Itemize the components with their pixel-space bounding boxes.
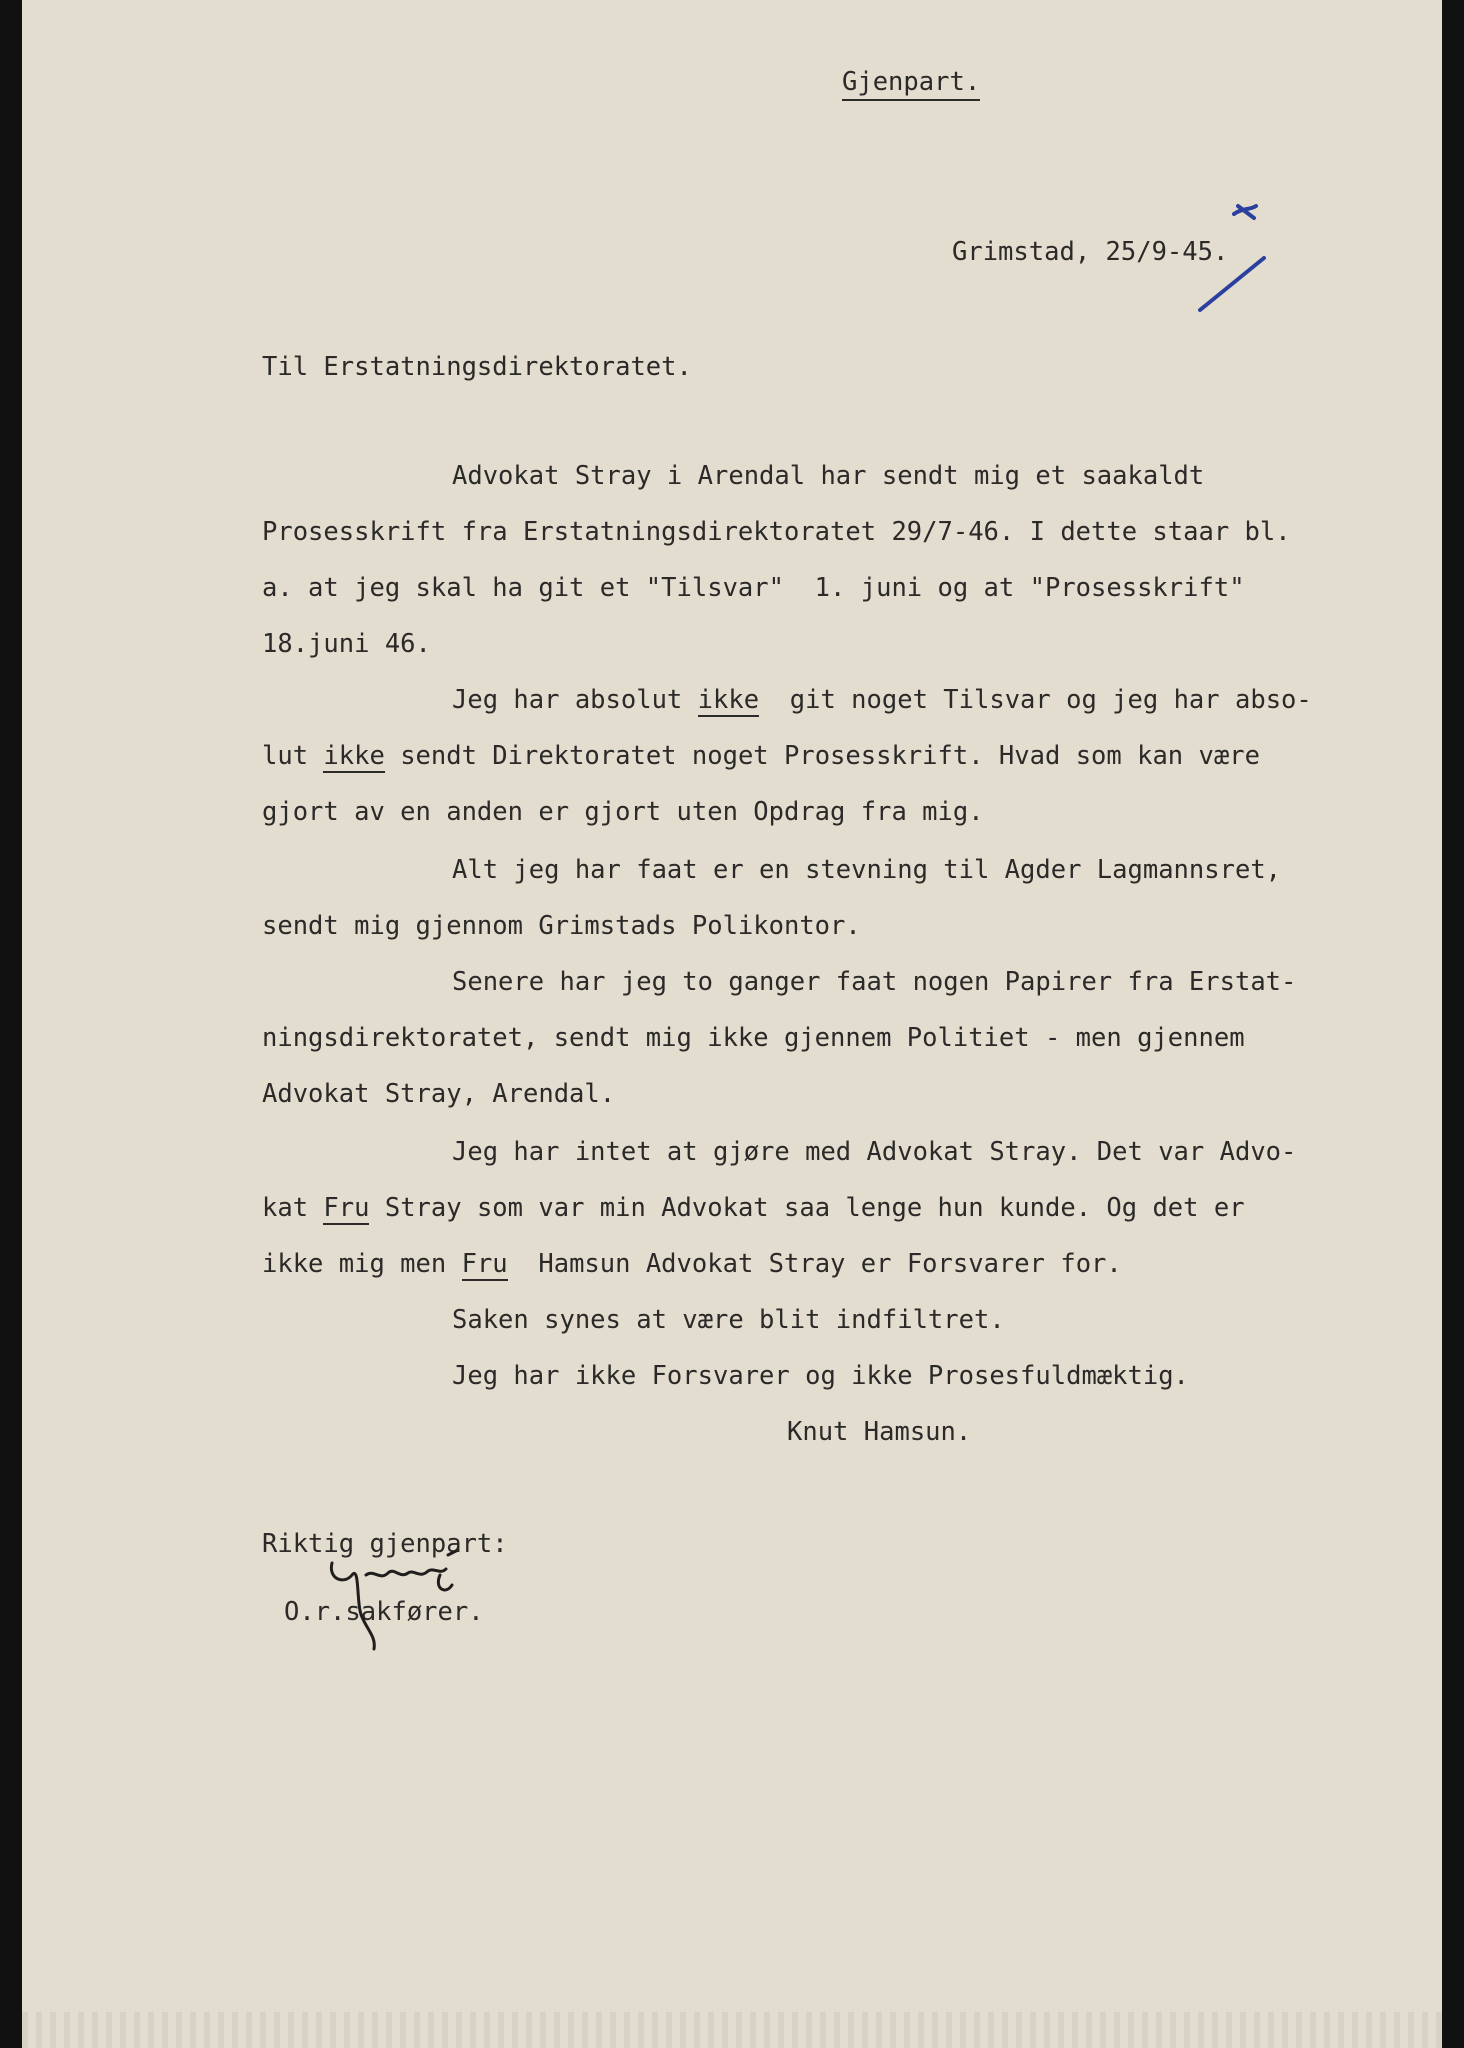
text-run: Jeg har absolut [452, 685, 698, 715]
signoff-name: Knut Hamsun. [787, 1417, 972, 1447]
date-line: Grimstad, 25/9-45. [952, 237, 1229, 267]
text-run: Hamsun Advokat Stray er Forsvarer for. [507, 1249, 1122, 1279]
handwritten-check-mark-icon [1172, 200, 1272, 320]
body-line: Senere har jeg to ganger faat nogen Papirer fra Erstat- [452, 967, 1297, 997]
certification-line: Riktig gjenpart: [262, 1529, 508, 1559]
text-run: git noget Tilsvar og jeg har abso- [759, 685, 1312, 715]
body-line: Alt jeg har faat er en stevning til Agder Lagmannsret, [452, 855, 1282, 885]
body-line: Advokat Stray, Arendal. [262, 1079, 616, 1109]
body-line: Jeg har ikke Forsvarer og ikke Prosesfuldmæktig. [452, 1361, 1189, 1391]
handwritten-signature-icon [322, 1545, 492, 1655]
underlined-word: ikke [323, 741, 385, 771]
body-line: a. at jeg skal ha git et "Tilsvar" 1. juni og at "Prosesskrift" [262, 573, 1245, 603]
underlined-word: Fru [461, 1249, 508, 1279]
paper-edge [22, 2012, 1442, 2048]
body-line: gjort av en anden er gjort uten Opdrag fra mig. [262, 797, 984, 827]
body-line [262, 1193, 1245, 1223]
text-run: Stray som var min Advokat saa lenge hun kunde. Og det er [369, 1193, 1245, 1223]
text-run: sendt Direktoratet noget Prosesskrift. Hvad som kan være [384, 741, 1260, 771]
body-line [262, 1249, 1122, 1279]
text-run: ikke mig men [262, 1249, 462, 1279]
recipient-line: Til Erstatningsdirektoratet. [262, 352, 692, 382]
body-line [262, 741, 1260, 771]
body-line [452, 685, 1312, 715]
underlined-word: Fru [323, 1193, 370, 1223]
document-heading: Gjenpart. [842, 67, 980, 101]
document-page [22, 0, 1442, 2048]
certifier-title: O.r.sakfører. [284, 1597, 484, 1627]
underlined-word: ikke [697, 685, 760, 715]
body-line: 18.juni 46. [262, 629, 431, 659]
body-line: Advokat Stray i Arendal har sendt mig et saakaldt [452, 461, 1205, 491]
body-line: Jeg har intet at gjøre med Advokat Stray. Det var Advo- [452, 1137, 1297, 1167]
body-line: Saken synes at være blit indfiltret. [452, 1305, 1005, 1335]
text-run: kat [262, 1193, 324, 1223]
body-line: sendt mig gjennom Grimstads Polikontor. [262, 911, 861, 941]
text-run: lut [262, 741, 324, 771]
body-line: ningsdirektoratet, sendt mig ikke gjennem Politiet - men gjennem [262, 1023, 1245, 1053]
body-line: Prosesskrift fra Erstatningsdirektoratet 29/7-46. I dette staar bl. [262, 517, 1291, 547]
